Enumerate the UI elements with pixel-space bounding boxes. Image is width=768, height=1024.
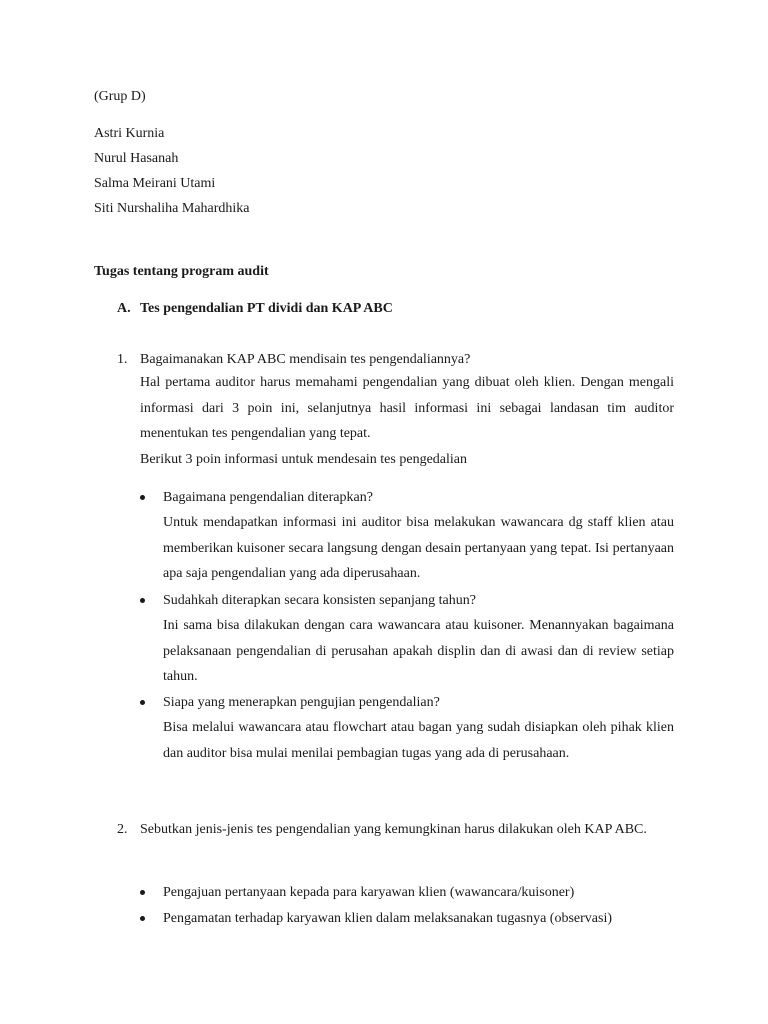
member-name: Siti Nurshaliha Mahardhika	[94, 201, 250, 216]
bullet-item: Pengamatan terhadap karyawan klien dalam melaksanakan tugasnya (observasi)	[163, 911, 612, 926]
bullet-item: Pengajuan pertanyaan kepada para karyawan klien (wawancara/kuisoner)	[163, 885, 575, 900]
bullet-text: Bisa melalui wawancara atau flowchart atau bagan yang sudah disiapkan oleh pihak klien dan auditor bisa mulai menilai pembagian tugas yang ada di perusahaan.	[163, 720, 674, 761]
question-number: 1.	[117, 352, 128, 367]
member-name: Astri Kurnia	[94, 126, 165, 141]
answer-paragraph: Hal pertama auditor harus memahami pengendalian yang dibuat oleh klien. Dengan mengali informasi dari 3 poin ini, selanjutnya hasil informasi ini sebagai landasan tim auditor menentukan tes pengendalian yang tepat.	[140, 375, 674, 441]
member-name: Salma Meirani Utami	[94, 176, 216, 191]
bullet-text: Ini sama bisa dilakukan dengan cara wawancara atau kuisoner. Menannyakan bagaimana pelaksanaan pengendalian di perusahan apakah displin dan di awasi dan di review setiap tahun.	[163, 618, 674, 684]
bullet-title: Siapa yang menerapkan pengujian pengendalian?	[163, 695, 440, 710]
question-text: Sebutkan jenis-jenis tes pengendalian yang kemungkinan harus dilakukan oleh KAP ABC.	[140, 822, 647, 837]
question-number: 2.	[117, 822, 128, 837]
bullet-icon	[140, 700, 145, 705]
bullet-icon	[140, 495, 145, 500]
group-label: (Grup D)	[94, 89, 146, 104]
bullet-text: Untuk mendapatkan informasi ini auditor bisa melakukan wawancara dg staff klien atau memberikan kuisoner secara langsung dengan desain pertanyaan yang tepat. Isi pertanyaan apa saja pengendalian yang ada diperusahaan.	[163, 515, 674, 581]
bullet-icon	[140, 598, 145, 603]
section-marker: A.	[117, 301, 131, 316]
bullet-icon	[140, 890, 145, 895]
bullet-title: Bagaimana pengendalian diterapkan?	[163, 490, 373, 505]
section-heading: Tes pengendalian PT dividi dan KAP ABC	[140, 301, 393, 316]
member-name: Nurul Hasanah	[94, 151, 179, 166]
bullet-icon	[140, 916, 145, 921]
question-text: Bagaimanakan KAP ABC mendisain tes pengendaliannya?	[140, 352, 471, 367]
bullet-title: Sudahkah diterapkan secara konsisten sepanjang tahun?	[163, 593, 476, 608]
document-title: Tugas tentang program audit	[94, 264, 269, 279]
answer-intro: Berikut 3 poin informasi untuk mendesain tes pengedalian	[140, 452, 467, 467]
